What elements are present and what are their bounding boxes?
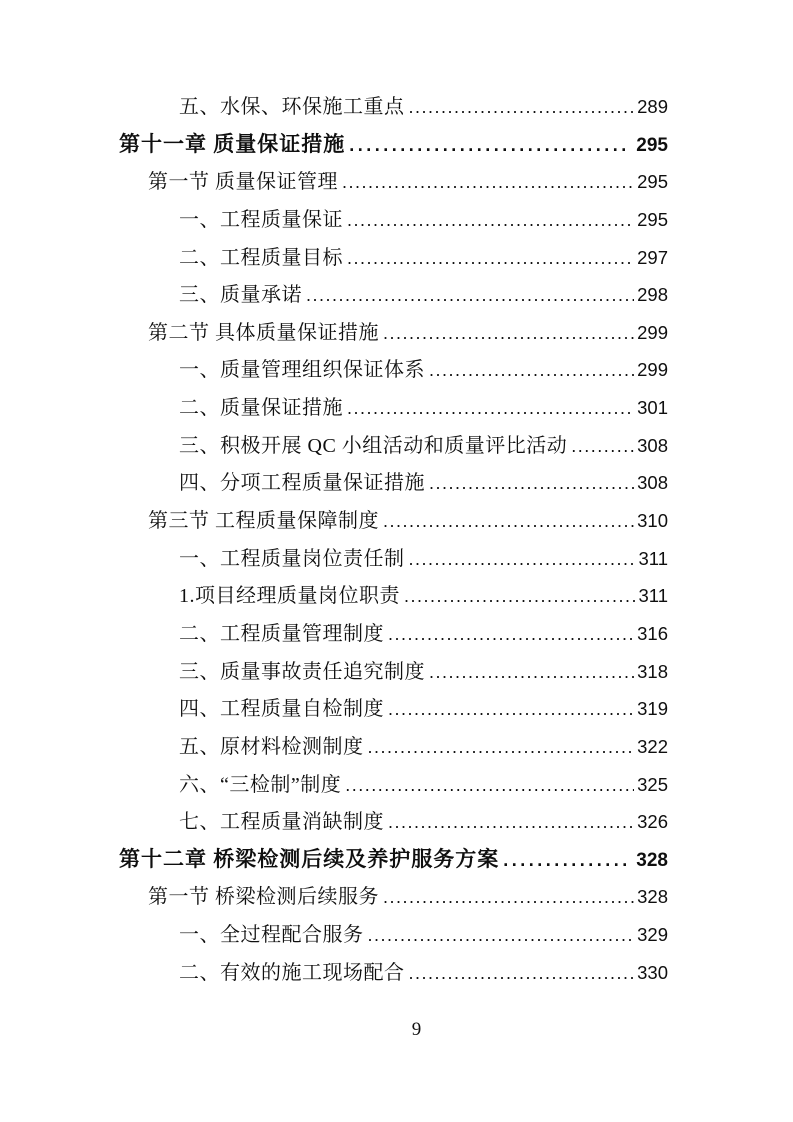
toc-entry[interactable]: [119, 577, 668, 615]
toc-entry-page-number: 295: [637, 208, 668, 230]
toc-entry-label: 二、工程质量管理制度: [179, 622, 384, 645]
toc-entry-label: 七、工程质量消缺制度: [179, 811, 384, 834]
toc-entry[interactable]: [119, 464, 668, 502]
toc-entry-page-number: 310: [637, 510, 668, 532]
toc-entry[interactable]: [119, 389, 668, 427]
toc-entry[interactable]: [119, 878, 668, 916]
toc-leader-dots: [349, 127, 630, 165]
toc-leader-dots: [429, 654, 634, 692]
toc-entry[interactable]: [119, 690, 668, 728]
toc-entry-page-number: 308: [637, 434, 668, 456]
toc-leader-dots: [306, 277, 634, 315]
toc-entry[interactable]: [119, 653, 668, 691]
toc-entry-page-number: 319: [637, 698, 668, 720]
toc-entry[interactable]: [119, 728, 668, 766]
toc-entry-label: 第十一章 质量保证措施: [119, 131, 346, 156]
toc-entry-label: 三、质量事故责任追究制度: [179, 660, 425, 683]
toc-entry[interactable]: [119, 615, 668, 653]
toc-entry-label: 二、有效的施工现场配合: [179, 961, 405, 984]
toc-entry-label: 1.项目经理质量岗位职责: [179, 585, 400, 608]
toc-entry-label: 一、质量管理组织保证体系: [179, 359, 425, 382]
toc-leader-dots: [388, 804, 634, 842]
toc-leader-dots: [409, 955, 635, 993]
toc-entry-page-number: 311: [638, 585, 668, 607]
toc-entry-label: 三、积极开展 QC 小组活动和质量评比活动: [179, 434, 568, 457]
toc-entry-page-number: 322: [637, 735, 668, 757]
toc-entry-label: 第二节 具体质量保证措施: [148, 321, 379, 344]
toc-leader-dots: [368, 729, 635, 767]
toc-leader-dots: [383, 315, 634, 353]
toc-entry-label: 四、分项工程质量保证措施: [179, 472, 425, 495]
toc-entry-label: 二、工程质量目标: [179, 246, 343, 269]
toc-entry[interactable]: [119, 314, 668, 352]
toc-leader-dots: [409, 89, 635, 127]
toc-leader-dots: [347, 240, 634, 278]
toc-entry[interactable]: [119, 201, 668, 239]
page-number-footer: 9: [411, 1019, 422, 1040]
toc-leader-dots: [383, 503, 634, 541]
toc-entry-page-number: 301: [637, 397, 668, 419]
toc-leader-dots: [342, 164, 634, 202]
toc-entry[interactable]: [119, 803, 668, 841]
toc-entry[interactable]: [119, 88, 668, 126]
toc-entry-page-number: 329: [637, 924, 668, 946]
toc-entry-page-number: 316: [637, 622, 668, 644]
toc-entry-label: 第一节 桥梁检测后续服务: [148, 886, 379, 909]
toc-leader-dots: [571, 428, 634, 466]
toc-entry-label: 一、工程质量保证: [179, 208, 343, 231]
toc-entry-page-number: 299: [637, 321, 668, 343]
toc-entry[interactable]: [119, 427, 668, 465]
toc-entry[interactable]: [119, 126, 668, 164]
toc-leader-dots: [429, 352, 634, 390]
toc-entry-label: 二、质量保证措施: [179, 397, 343, 420]
toc-leader-dots: [388, 691, 634, 729]
toc-leader-dots: [368, 917, 635, 955]
toc-entry-label: 一、工程质量岗位责任制: [179, 547, 405, 570]
toc-entry-page-number: 328: [637, 886, 668, 908]
toc-entry-page-number: 295: [637, 171, 668, 193]
toc-entry[interactable]: [119, 916, 668, 954]
toc-entry[interactable]: [119, 163, 668, 201]
toc-leader-dots: [383, 879, 634, 917]
toc-entry-page-number: 298: [637, 284, 668, 306]
toc-entry[interactable]: [119, 841, 668, 879]
toc-entry-label: 三、质量承诺: [179, 284, 302, 307]
toc-entry[interactable]: [119, 239, 668, 277]
toc-entry-label: 四、工程质量自检制度: [179, 698, 384, 721]
toc-entry-page-number: 299: [637, 359, 668, 381]
toc-leader-dots: [409, 541, 636, 579]
toc-entry[interactable]: [119, 351, 668, 389]
toc-entry[interactable]: [119, 540, 668, 578]
toc-entry[interactable]: [119, 276, 668, 314]
toc-entry-page-number: 308: [637, 472, 668, 494]
toc-entry-page-number: 295: [636, 134, 668, 156]
toc-entry-label: 第三节 工程质量保障制度: [148, 510, 379, 533]
toc-leader-dots: [345, 767, 634, 805]
toc-entry-label: 一、全过程配合服务: [179, 924, 364, 947]
toc-leader-dots: [503, 842, 630, 880]
toc-entry[interactable]: [119, 954, 668, 992]
toc-leader-dots: [404, 578, 636, 616]
toc-entry-page-number: 325: [637, 773, 668, 795]
toc-entry-page-number: 318: [637, 660, 668, 682]
toc-entry-label: 五、水保、环保施工重点: [179, 96, 405, 118]
toc-entry-page-number: 328: [636, 849, 668, 871]
toc-leader-dots: [429, 465, 634, 503]
toc-leader-dots: [347, 390, 634, 428]
toc-entry-page-number: 311: [638, 547, 668, 569]
toc-entry-label: 五、原材料检测制度: [179, 735, 364, 758]
toc-entry-page-number: 330: [637, 961, 668, 983]
toc-entry-label: 六、“三检制”制度: [179, 773, 342, 796]
toc-entry-label: 第十二章 桥梁检测后续及养护服务方案: [119, 846, 500, 871]
toc-entry-label: 第一节 质量保证管理: [148, 171, 338, 194]
toc-entry-page-number: 289: [637, 96, 668, 117]
toc-entry[interactable]: [119, 502, 668, 540]
toc-entry[interactable]: [119, 766, 668, 804]
toc-list: [119, 88, 668, 991]
toc-entry-page-number: 297: [637, 246, 668, 268]
toc-entry-page-number: 326: [637, 811, 668, 833]
toc-leader-dots: [388, 616, 634, 654]
toc-leader-dots: [347, 202, 634, 240]
